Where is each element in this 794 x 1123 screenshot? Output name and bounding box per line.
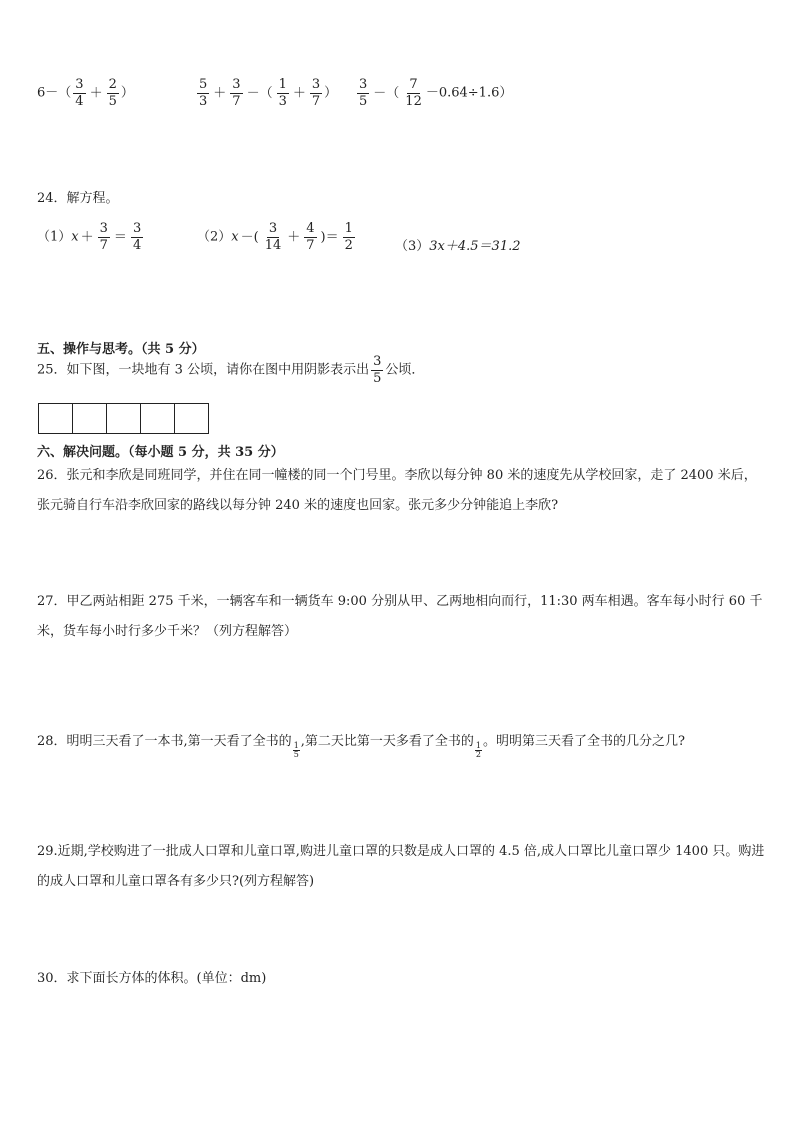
q24-equation-2: （2）x －( $\frac{3}{14}$ ＋ $\frac{4}{7}$ )＝ $\frac{1}{2}$ [197,221,353,253]
fraction: $\frac{2}{5}$ [108,77,117,109]
grid-cell[interactable] [38,403,73,434]
calc-expression-2: $\frac{5}{3}$ ＋ $\frac{3}{7}$ －（ $\frac{1}{3}$ ＋ $\frac{3}{7}$ ） [199,77,338,109]
fraction: $\frac{7}{12}$ [405,77,422,109]
section-5-heading: 五、操作与思考。（共 5 分） [37,342,205,357]
fraction: $\frac{3}{7}$ [99,221,108,253]
q24-equation-1: （1）x ＋ $\frac{3}{7}$ ＝ $\frac{3}{4}$ [37,221,142,253]
grid-cell[interactable] [72,403,107,434]
expr1-lead: 6－（ [37,85,72,101]
section-6-heading: 六、解决问题。（每小题 5 分，共 35 分） [37,445,284,460]
fraction: $\frac{1}{2}$ [475,741,482,760]
q25-text: 25．如下图，一块地有 3 公顷，请你在图中用阴影表示出 $\frac{3}{5}$ 公顷． [37,354,425,386]
fraction: $\frac{3}{4}$ [132,221,142,253]
q27-text: 27．甲乙两站相距 275 千米，一辆客车和一辆货车 9:00 分别从甲、乙两地相向而行，11:30 两车相遇。客车每小时行 60 千米，货车每小时行多少千米？（列方程解答） [37,594,763,639]
fraction: $\frac{1}{2}$ [344,221,353,253]
grid-cell[interactable] [140,403,175,434]
q25-land-grid[interactable] [38,403,209,434]
fraction: $\frac{3}{4}$ [75,77,84,109]
calc-expression-1: 6－（ $\frac{3}{4}$ ＋ $\frac{2}{5}$ ） [37,77,134,109]
q24-equation-3: （3）3x＋4.5＝31.2 [395,239,521,254]
calc-expression-3: $\frac{3}{5}$ －（ $\frac{7}{12}$ －0.64÷1.6） [359,77,513,109]
fraction: $\frac{1}{5}$ [293,741,299,760]
fraction: $\frac{3}{14}$ [264,221,282,253]
grid-cell[interactable] [174,403,209,434]
grid-cell[interactable] [106,403,141,434]
q29-text: 29.近期,学校购进了一批成人口罩和儿童口罩,购进儿童口罩的只数是成人口罩的 4.5 倍,成人口罩比儿童口罩少 1400 只。购进的成人口罩和儿童口罩各有多少只?(列方程解答) [37,844,765,889]
q30-text: 30．求下面长方体的体积。(单位：dm) [37,971,267,986]
fraction: $\frac{5}{3}$ [199,77,208,109]
q28-text: 28．明明三天看了一本书,第一天看了全书的 $\frac{1}{5}$ ,第二天比第一天多看了全书的 $\frac{1}{2}$ 。明明第三天看了全书的几分之几? [37,734,685,760]
fraction: $\frac{3}{7}$ [232,77,241,109]
fraction: $\frac{4}{7}$ [306,221,315,253]
fraction: $\frac{1}{3}$ [278,77,287,109]
q24-title: 24．解方程。 [37,191,119,206]
fraction: $\frac{3}{5}$ [373,354,382,386]
fraction: $\frac{3}{5}$ [359,77,368,109]
fraction: $\frac{3}{7}$ [311,77,321,109]
q26-text: 26．张元和李欣是同班同学，并住在同一幢楼的同一个门号里。李欣以每分钟 80 米的速度先从学校回家，走了 2400 米后，张元骑自行车沿李欣回家的路线以每分钟 240 米的速度也回家。张元多少分钟能追上李欣? [37,468,757,513]
